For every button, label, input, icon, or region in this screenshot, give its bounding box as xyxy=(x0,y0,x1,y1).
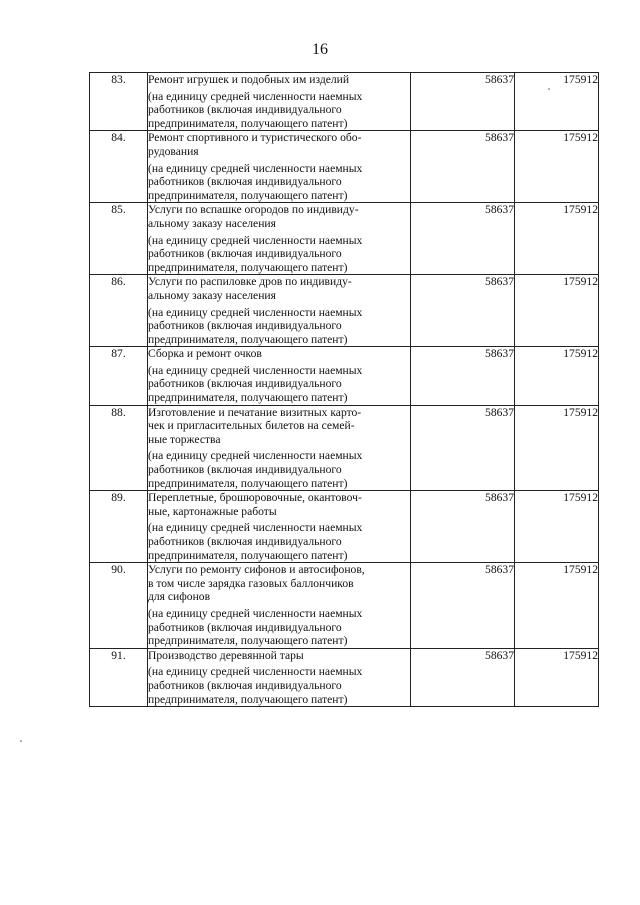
service-title-line: ные, картонажные работы xyxy=(148,504,277,518)
table-row xyxy=(90,131,599,203)
service-description xyxy=(148,275,411,347)
service-title-line: Ремонт игрушек и подобных им изделий xyxy=(148,73,350,86)
table-row xyxy=(90,203,599,275)
service-title-line: альному заказу населения xyxy=(148,216,276,230)
row-number: 83. xyxy=(90,73,148,131)
service-note-line: работников (включая индивидуального xyxy=(148,678,342,692)
service-title xyxy=(148,203,410,230)
service-note-line: предпринимателя, получающего патент) xyxy=(148,332,348,346)
row-number: 86. xyxy=(90,275,148,347)
service-note-line: предпринимателя, получающего патент) xyxy=(148,391,348,405)
rate-value-1: 58637 xyxy=(411,275,515,347)
rate-value-2: 175912 xyxy=(515,203,599,275)
service-description xyxy=(148,405,411,491)
row-number: 87. xyxy=(90,347,148,405)
service-note-line: предпринимателя, получающего патент) xyxy=(148,116,348,130)
service-note xyxy=(148,234,410,275)
service-title xyxy=(148,563,410,604)
table-row xyxy=(90,405,599,491)
service-title-line: Услуги по ремонту сифонов и автосифонов, xyxy=(148,563,365,577)
rate-value-1: 58637 xyxy=(411,648,515,706)
service-note xyxy=(148,521,410,562)
rate-value-2: 175912 xyxy=(515,131,599,203)
service-note-line: предпринимателя, получающего патент) xyxy=(148,188,348,202)
service-note-line: работников (включая индивидуального xyxy=(148,247,342,261)
rate-value-2: 175912 xyxy=(515,563,599,649)
table-row xyxy=(90,347,599,405)
service-title-line: в том числе зарядка газовых баллончиков xyxy=(148,576,354,590)
service-note-line: работников (включая индивидуального xyxy=(148,175,342,189)
service-description xyxy=(148,347,411,405)
service-title-line: Услуги по вспашке огородов по индивиду- xyxy=(148,203,359,217)
rate-value-1: 58637 xyxy=(411,405,515,491)
service-title xyxy=(148,347,410,361)
service-note-line: работников (включая индивидуального xyxy=(148,535,342,548)
service-note xyxy=(148,449,410,490)
service-note-line: предпринимателя, получающего патент) xyxy=(148,476,348,490)
table-row xyxy=(90,563,599,649)
service-note-line: работников (включая индивидуального xyxy=(148,620,342,634)
row-number: 89. xyxy=(90,491,148,563)
service-note-line: (на единицу средней численности наемных xyxy=(148,363,363,377)
service-title xyxy=(148,275,410,302)
service-note-line: (на единицу средней численности наемных xyxy=(148,305,363,319)
service-title-line: Переплетные, брошюровочные, окантовоч- xyxy=(148,491,362,505)
service-note-line: (на единицу средней численности наемных xyxy=(148,89,363,103)
rate-value-2: 175912 xyxy=(515,73,599,131)
service-note-line: предпринимателя, получающего патент) xyxy=(148,692,348,706)
service-title xyxy=(148,649,410,663)
page-number: 16 xyxy=(312,41,328,58)
service-note-line: работников (включая индивидуального xyxy=(148,319,342,333)
rate-value-2: 175912 xyxy=(515,648,599,706)
row-number: 90. xyxy=(90,563,148,649)
rate-value-1: 58637 xyxy=(411,131,515,203)
service-description xyxy=(148,131,411,203)
service-note-line: (на единицу средней численности наемных xyxy=(148,161,363,175)
service-description xyxy=(148,491,411,563)
service-note xyxy=(148,162,410,203)
service-title-line: Производство деревянной тары xyxy=(148,648,304,662)
rate-value-2: 175912 xyxy=(515,491,599,563)
service-note xyxy=(148,306,410,347)
service-title-line: чек и пригласительных билетов на семей- xyxy=(148,419,355,433)
table-row xyxy=(90,73,599,131)
service-note-line: работников (включая индивидуального xyxy=(148,377,342,391)
service-note-line: (на единицу средней численности наемных xyxy=(148,606,363,620)
service-title xyxy=(148,73,410,87)
service-note xyxy=(148,90,410,131)
table-row xyxy=(90,491,599,563)
rate-value-2: 175912 xyxy=(515,275,599,347)
rate-value-1: 58637 xyxy=(411,563,515,649)
service-title-line: ные торжества xyxy=(148,432,221,446)
service-title xyxy=(148,406,410,447)
rate-value-1: 58637 xyxy=(411,491,515,563)
service-title xyxy=(148,491,410,518)
service-title-line: Изготовление и печатание визитных карто- xyxy=(148,405,362,419)
tax-rates-table xyxy=(89,72,599,707)
row-number: 91. xyxy=(90,648,148,706)
row-number: 84. xyxy=(90,131,148,203)
scan-speck xyxy=(20,740,22,742)
rate-value-2: 175912 xyxy=(515,347,599,405)
service-note-line: предпринимателя, получающего патент) xyxy=(148,260,348,274)
table-body xyxy=(90,73,599,707)
service-description xyxy=(148,648,411,706)
service-title-line: рудования xyxy=(148,144,199,158)
service-title-line: для сифонов xyxy=(148,590,211,604)
service-description xyxy=(148,563,411,649)
rate-value-1: 58637 xyxy=(411,203,515,275)
service-note-line: (на единицу средней численности наемных xyxy=(148,665,363,679)
service-description xyxy=(148,73,411,131)
row-number: 85. xyxy=(90,203,148,275)
rate-value-2: 175912 xyxy=(515,405,599,491)
table-row xyxy=(90,275,599,347)
service-note-line: (на единицу средней численности наемных xyxy=(148,521,363,535)
service-title-line: Ремонт спортивного и туристического обо- xyxy=(148,131,362,145)
service-note-line: работников (включая индивидуального xyxy=(148,103,342,117)
service-note-line: предпринимателя, получающего патент) xyxy=(148,548,348,562)
service-title-line: Услуги по распиловке дров по индивиду- xyxy=(148,275,352,289)
service-title xyxy=(148,131,410,158)
scan-speck xyxy=(548,88,550,90)
service-note-line: предпринимателя, получающего патент) xyxy=(148,634,348,648)
service-note-line: (на единицу средней численности наемных xyxy=(148,449,363,463)
service-note-line: работников (включая индивидуального xyxy=(148,463,342,477)
service-note xyxy=(148,607,410,648)
service-description xyxy=(148,203,411,275)
row-number: 88. xyxy=(90,405,148,491)
service-title-line: Сборка и ремонт очков xyxy=(148,347,262,361)
service-note xyxy=(148,364,410,405)
table-row xyxy=(90,648,599,706)
service-note-line: (на единицу средней численности наемных xyxy=(148,233,363,247)
service-note xyxy=(148,665,410,706)
rate-value-1: 58637 xyxy=(411,347,515,405)
service-title-line: альному заказу населения xyxy=(148,288,276,302)
rate-value-1: 58637 xyxy=(411,73,515,131)
